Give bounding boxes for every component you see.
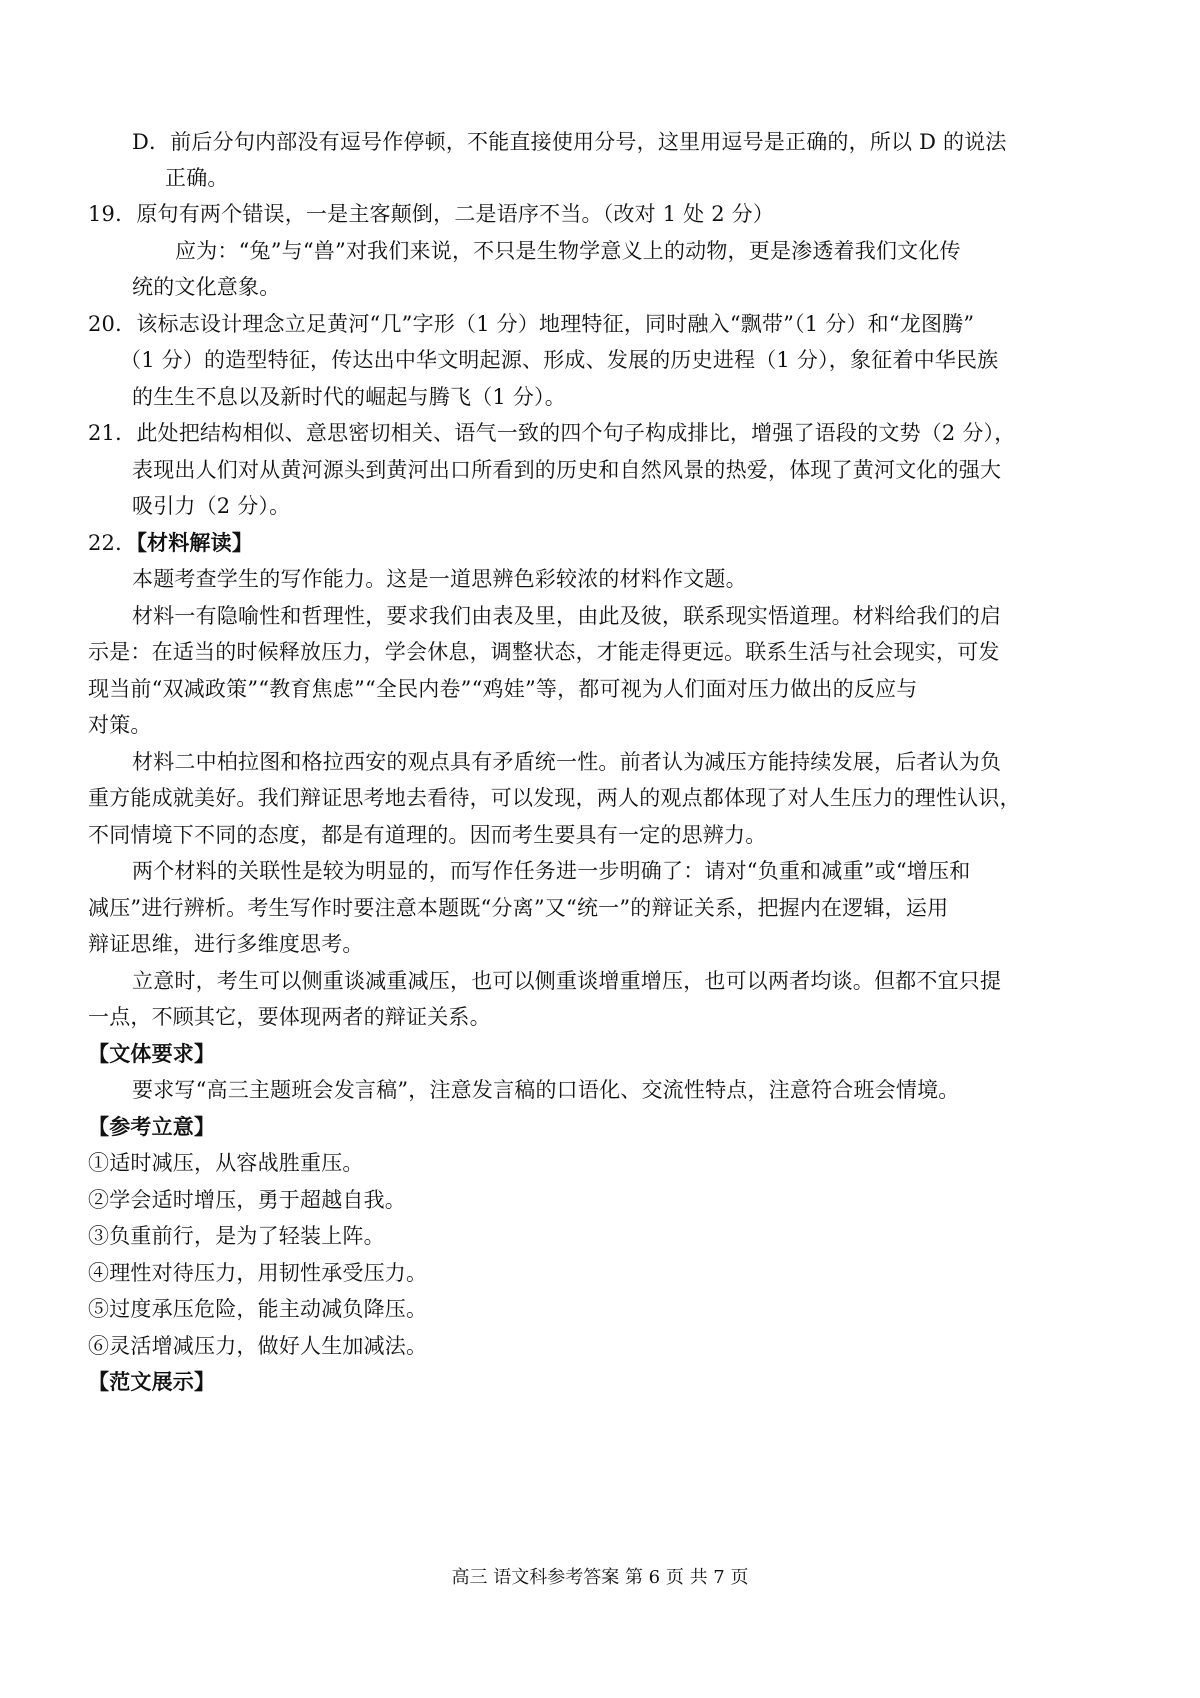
material-paragraph-4-line-3: 辩证思维，进行多维度思考。	[88, 932, 364, 956]
q20-line-3: 的生生不息以及新时代的崛起与腾飞（1 分）。	[132, 385, 566, 409]
page-footer: 高三 语文科参考答案 第 6 页 共 7 页	[451, 1567, 749, 1588]
q21-line-3: 吸引力（2 分）。	[132, 494, 291, 518]
q18-d-line-2: 正确。	[165, 166, 229, 190]
reference-heading: 【参考立意】	[88, 1114, 216, 1139]
q21-line-2: 表现出人们对从黄河源头到黄河出口所看到的历史和自然风景的热爱，体现了黄河文化的强大	[132, 458, 1002, 482]
style-text: 要求写“高三主题班会发言稿”，注意发言稿的口语化、交流性特点，注意符合班会情境。	[132, 1078, 960, 1102]
material-paragraph-3-line-3: 不同情境下不同的态度，都是有道理的。因而考生要具有一定的思辨力。	[88, 823, 767, 847]
q20-line-1: 20．该标志设计理念立足黄河“几”字形（1 分）地理特征，同时融入“飘带”（1 分）和“龙图腾”	[88, 312, 975, 336]
q19-line-2: 应为：“兔”与“兽”对我们来说，不只是生物学意义上的动物，更是渗透着我们文化传	[175, 239, 961, 263]
reference-item-4: ④理性对待压力，用韧性承受压力。	[88, 1261, 428, 1285]
q19-line-1: 19．原句有两个错误，一是主客颠倒，二是语序不当。（改对 1 处 2 分）	[88, 202, 775, 226]
material-paragraph-2-line-2: 示是：在适当的时候释放压力，学会休息，调整状态，才能走得更远。联系生活与社会现实，可发	[88, 640, 1000, 664]
reference-item-6: ⑥灵活增减压力，做好人生加减法。	[88, 1334, 428, 1358]
q22-number: 22．	[88, 531, 137, 555]
material-paragraph-1: 本题考查学生的写作能力。这是一道思辨色彩较浓的材料作文题。	[132, 567, 747, 591]
material-paragraph-2-line-4: 对策。	[88, 713, 152, 737]
material-paragraph-5-line-2: 一点，不顾其它，要体现两者的辩证关系。	[88, 1005, 491, 1029]
sample-heading: 【范文展示】	[88, 1369, 216, 1394]
q19-line-3: 统的文化意象。	[132, 275, 281, 299]
reference-item-3: ③负重前行，是为了轻装上阵。	[88, 1224, 385, 1248]
reference-item-1: ①适时减压，从容战胜重压。	[88, 1151, 364, 1175]
material-paragraph-2-line-3: 现当前“双减政策”“教育焦虑”“全民内卷”“鸡娃”等，都可视为人们面对压力做出的反应与	[88, 677, 918, 701]
material-paragraph-3-line-1: 材料二中柏拉图和格拉西安的观点具有矛盾统一性。前者认为减压方能持续发展，后者认为负	[132, 750, 1002, 774]
material-paragraph-4-line-2: 减压”进行辨析。考生写作时要注意本题既“分离”又“统一”的辩证关系，把握内在逻辑，运用	[88, 896, 949, 920]
material-heading: 【材料解读】	[136, 530, 254, 555]
q21-line-1: 21．此处把结构相似、意思密切相关、语气一致的四个句子构成排比，增强了语段的文势（2 分），	[88, 421, 1016, 445]
q18-d-line-1: D．前后分句内部没有逗号作停顿，不能直接使用分号，这里用逗号是正确的，所以 D 的说法	[132, 130, 1007, 154]
material-paragraph-2-line-1: 材料一有隐喻性和哲理性，要求我们由表及里，由此及彼，联系现实悟道理。材料给我们的启	[132, 604, 1002, 628]
material-paragraph-4-line-1: 两个材料的关联性是较为明显的，而写作任务进一步明确了：请对“负重和减重”或“增压和	[132, 859, 971, 883]
style-heading: 【文体要求】	[88, 1041, 216, 1066]
q22-heading	[88, 529, 253, 557]
material-paragraph-5-line-1: 立意时，考生可以侧重谈减重减压，也可以侧重谈增重增压，也可以两者均谈。但都不宜只提	[132, 969, 1002, 993]
reference-item-2: ②学会适时增压，勇于超越自我。	[88, 1188, 406, 1212]
q20-line-2: （1 分）的造型特征，传达出中华文明起源、形成、发展的历史进程（1 分），象征着中华民族	[120, 348, 999, 372]
reference-item-5: ⑤过度承压危险，能主动减负降压。	[88, 1297, 428, 1321]
material-paragraph-3-line-2: 重方能成就美好。我们辩证思考地去看待，可以发现，两人的观点都体现了对人生压力的理性认识，	[88, 786, 1021, 810]
